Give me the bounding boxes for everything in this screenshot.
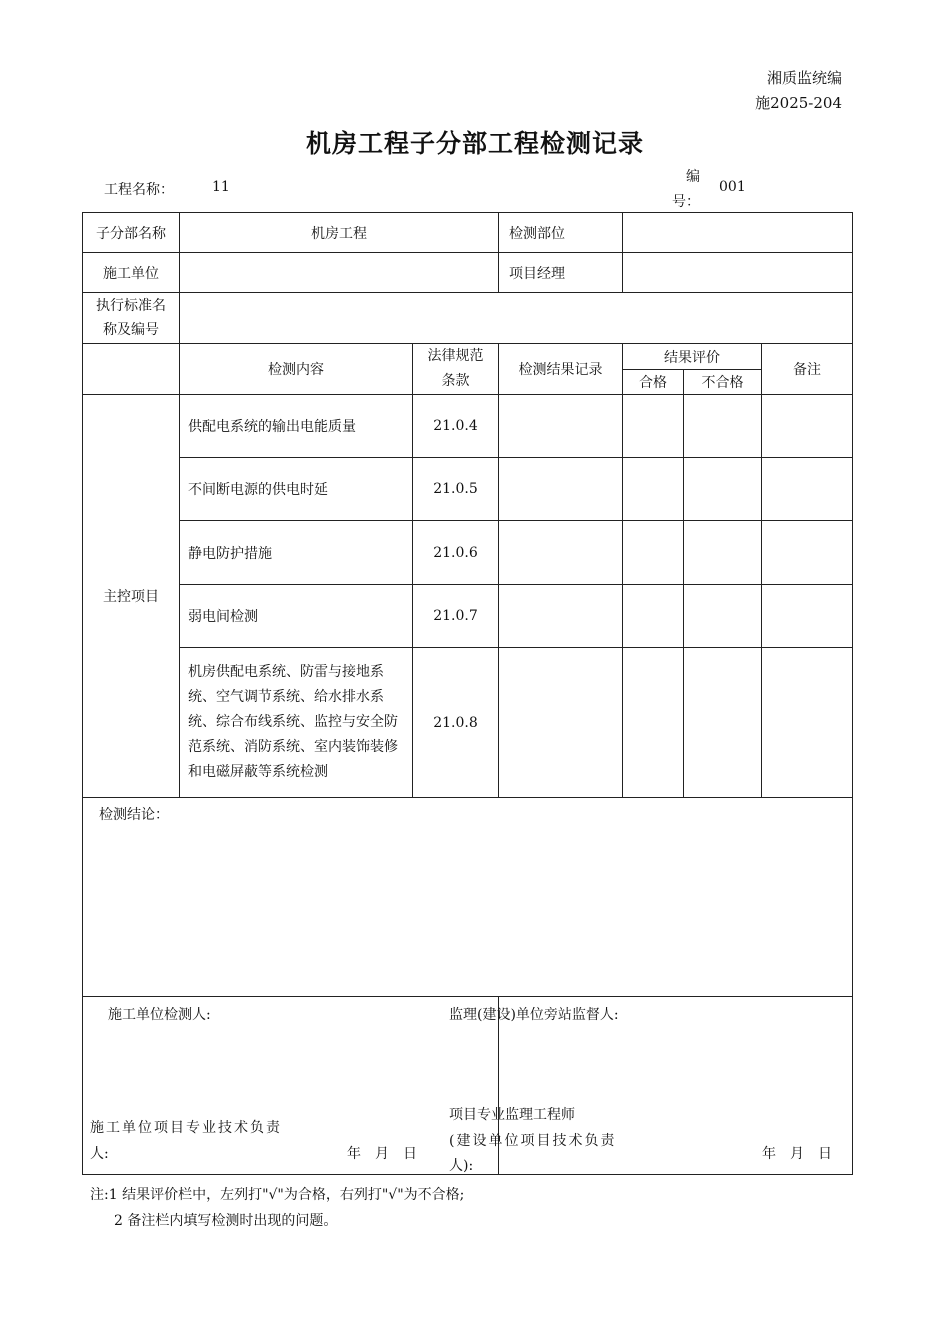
row-fail[interactable] — [684, 521, 762, 585]
row-result[interactable] — [499, 458, 623, 521]
row-clause: 21.0.4 — [413, 395, 499, 458]
row-remarks[interactable] — [762, 648, 853, 798]
row-content: 弱电间检测 — [180, 585, 413, 648]
row-pass[interactable] — [623, 585, 684, 648]
row-content: 静电防护措施 — [180, 521, 413, 585]
location-value[interactable] — [623, 213, 853, 253]
contractor-date: 年 月 日 — [347, 1146, 417, 1162]
supervisor-inspector-label: 监理(建设)单位旁站监督人: — [449, 1007, 619, 1023]
subdivision-value: 机房工程 — [180, 213, 499, 253]
row-pass[interactable] — [623, 395, 684, 458]
row-remarks[interactable] — [762, 395, 853, 458]
row-clause: 21.0.7 — [413, 585, 499, 648]
row-fail[interactable] — [684, 648, 762, 798]
row-fail[interactable] — [684, 458, 762, 521]
manager-label: 项目经理 — [499, 253, 623, 293]
row-clause: 21.0.6 — [413, 521, 499, 585]
standard-label-line1: 执行标准名 — [96, 298, 166, 314]
row-clause: 21.0.8 — [413, 648, 499, 798]
project-name-value: 11 — [212, 179, 230, 195]
row-pass[interactable] — [623, 521, 684, 585]
footnote-2: 2 备注栏内填写检测时出现的问题。 — [114, 1213, 338, 1229]
standard-label — [83, 293, 180, 344]
footnote-1: 注:1 结果评价栏中，左列打"√"为合格，右列打"√"为不合格; — [90, 1187, 465, 1203]
subdivision-label: 子分部名称 — [83, 213, 180, 253]
conclusion-label: 检测结论： — [99, 807, 169, 823]
supervisor-engineer-line2: (建设单位项目技术负责 — [449, 1133, 617, 1149]
form-code — [755, 66, 842, 116]
standard-value[interactable] — [180, 293, 853, 344]
conclusion-cell[interactable] — [83, 798, 853, 997]
inspection-table — [82, 212, 853, 1175]
row-fail[interactable] — [684, 585, 762, 648]
contractor-tech-label-line2: 人: — [90, 1146, 109, 1162]
row-result[interactable] — [499, 521, 623, 585]
row-content: 不间断电源的供电时延 — [180, 458, 413, 521]
contractor-tech-label-line1: 施工单位项目专业技术负责 — [90, 1120, 282, 1136]
col-result-record: 检测结果记录 — [499, 344, 623, 395]
row-fail[interactable] — [684, 395, 762, 458]
main-items-label: 主控项目 — [83, 395, 180, 798]
number-label-bottom: 号： — [672, 194, 700, 210]
row-pass[interactable] — [623, 648, 684, 798]
row-clause: 21.0.5 — [413, 458, 499, 521]
contractor-inspector-label: 施工单位检测人: — [108, 1007, 211, 1023]
standard-label-line2: 称及编号 — [103, 322, 159, 338]
supervisor-engineer-line3: 人): — [449, 1158, 474, 1174]
header-blank — [83, 344, 180, 395]
project-name-label: 工程名称： — [104, 182, 174, 198]
row-result[interactable] — [499, 585, 623, 648]
col-content: 检测内容 — [180, 344, 413, 395]
row-pass[interactable] — [623, 458, 684, 521]
row-remarks[interactable] — [762, 585, 853, 648]
location-label: 检测部位 — [499, 213, 623, 253]
row-result[interactable] — [499, 648, 623, 798]
row-content: 机房供配电系统、防雷与接地系统、空气调节系统、给水排水系统、综合布线系统、监控与安全防范系统、消防系统、室内装饰装修和电磁屏蔽等系统检测 — [180, 648, 413, 798]
col-fail: 不合格 — [684, 370, 762, 395]
form-code-line2: 施2025-204 — [755, 94, 842, 112]
col-clause — [413, 344, 499, 395]
page-title: 机房工程子分部工程检测记录 — [305, 129, 644, 158]
number-label-top: 编 — [686, 169, 700, 185]
form-code-line1: 湘质监统编 — [766, 69, 842, 87]
row-result[interactable] — [499, 395, 623, 458]
footnotes — [90, 1182, 464, 1234]
supervisor-date: 年 月 日 — [762, 1146, 832, 1162]
col-clause-line2: 条款 — [441, 373, 470, 389]
contractor-value[interactable] — [180, 253, 499, 293]
manager-value[interactable] — [623, 253, 853, 293]
row-content: 供配电系统的输出电能质量 — [180, 395, 413, 458]
col-remarks: 备注 — [762, 344, 853, 395]
row-remarks[interactable] — [762, 458, 853, 521]
row-remarks[interactable] — [762, 521, 853, 585]
supervisor-engineer-line1: 项目专业监理工程师 — [449, 1107, 575, 1123]
col-evaluation: 结果评价 — [623, 344, 762, 370]
col-clause-line1: 法律规范 — [427, 348, 484, 364]
contractor-label: 施工单位 — [83, 253, 180, 293]
number-value: 001 — [719, 179, 746, 195]
col-pass: 合格 — [623, 370, 684, 395]
